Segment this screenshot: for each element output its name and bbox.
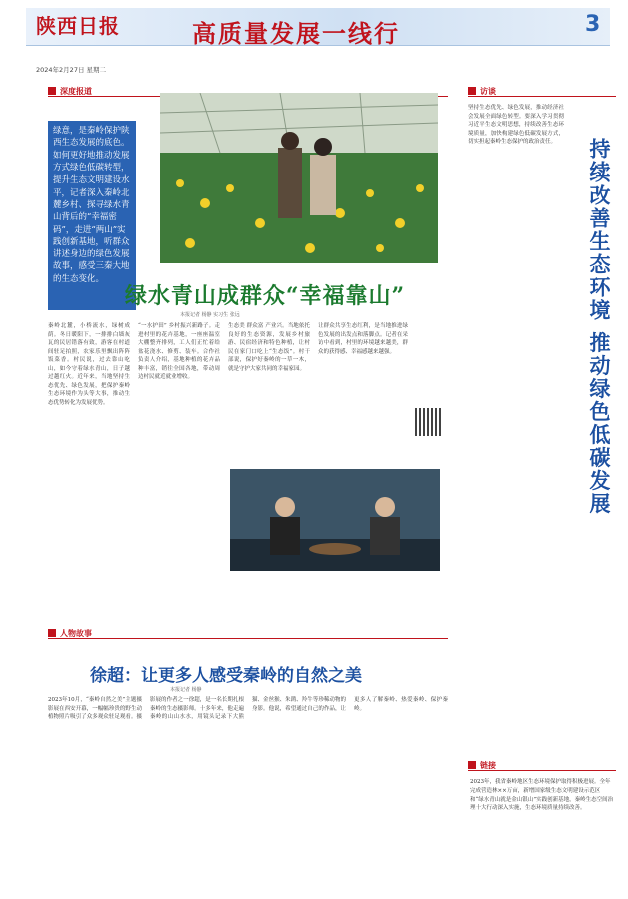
main-byline: 本报记者 杨静 实习生 张远 <box>180 312 240 318</box>
tag-left: 深度报道 <box>48 86 92 97</box>
right-vertical-headline: 持续改善生态环境 推动绿色低碳发展 <box>587 138 612 516</box>
page-number: 3 <box>585 12 601 37</box>
dateline: 2024年2月27日 星期二 <box>36 66 107 74</box>
tag-bottom-right: 链接 <box>468 760 496 771</box>
link-box-text: 2023年，我省秦岭地区生态环境保护取得积极进展。全年完成营造林××万亩，新增国家级生态文明建设示范区和“绿水青山就是金山银山”实践创新基地，秦岭生态空间治理十大行动深入实施，生态环境质量持续改善。 <box>470 779 614 812</box>
section-title: 高质量发展一线行 <box>192 20 400 48</box>
tag-bottom-left: 人物故事 <box>48 628 92 639</box>
section-rule-bottom <box>48 638 448 639</box>
article-column-1: 秦岭北麓，小桥流水，绿树成荫。冬日暖阳下，一排排白墙灰瓦的民居错落有致，游客在村道间驻足拍照，农家乐里飘出阵阵饭菜香。村民说，过去靠山吃山，如今守着绿水青山，日子越过越红火。近年来，当地坚持生态优先、绿色发展，把保护秦岭生态环境作为头等大事，推动生态优势转化为发展优势。 <box>48 323 130 406</box>
tag-right: 访谈 <box>468 86 496 97</box>
second-byline: 本报记者 杨静 <box>170 687 202 693</box>
article-column-3: 生态美 群众富 产业兴。当地依托良好的生态资源，发展乡村旅游、民宿经济和特色种植，让村民在家门口吃上“生态饭”。村干部说，保护好秦岭的一草一木，就是守护大家共同的幸福家园。 <box>228 323 310 372</box>
intro-sidebar: 绿意，是秦岭保护陕西生态发展的底色。如何更好地推动发展方式绿色低碳转型，提升生态文明建设水平，记者深入秦岭北麓乡村、探寻绿水青山背后的“幸福密码”，走进“两山”实践创新基地，听群众讲述身边的绿色发展故事，感受三秦大地的生态变化。 <box>48 121 136 310</box>
article-column-4: 让群众共享生态红利，是当地推进绿色发展的出发点和落脚点。记者在采访中看到，村里的环境越来越美，群众的获得感、幸福感越来越强。 <box>318 323 408 355</box>
greenhouse-image <box>160 93 438 263</box>
main-headline: 绿水青山成群众“幸福靠山” <box>124 283 406 309</box>
main-photo <box>160 93 438 263</box>
interview-photo <box>230 469 440 571</box>
article-column-2: “一水护田” 乡村振兴新路子。走进村里的花卉基地，一座座温室大棚整齐排列，工人们正忙着给盆花浇水、修剪、装车。合作社负责人介绍，基地种植的花卉品种丰富，销往全国各地，带动周边村民就近就业增收。 <box>138 323 220 381</box>
second-article-text: 2023年10月，“秦岭自然之美”主题摄影展在西安开幕，一幅幅珍贵的野生动植物照片吸引了众多观众驻足观看。摄影展的作者之一徐超，是一名长期扎根秦岭的生态摄影师。十多年来，他走遍秦岭的山山水水，用镜头记录下大熊猫、金丝猴、朱鹮、羚牛等珍稀动物的身影。他说，希望通过自己的作品，让更多人了解秦岭、热爱秦岭、保护秦岭。 <box>48 697 448 721</box>
qr-code <box>415 408 443 436</box>
photo-caption <box>400 206 434 242</box>
masthead: 陕西日报 <box>36 14 120 38</box>
second-headline: 徐超：让更多人感受秦岭的自然之美 <box>90 666 362 686</box>
interview-image <box>230 469 440 571</box>
right-column-text: 坚持生态优先、绿色发展，推动经济社会发展全面绿色转型。要深入学习贯彻习近平生态文明思想，持续改善生态环境质量，加快构建绿色低碳发展方式，切实担起秦岭生态保护的政治责任。 <box>468 105 564 146</box>
